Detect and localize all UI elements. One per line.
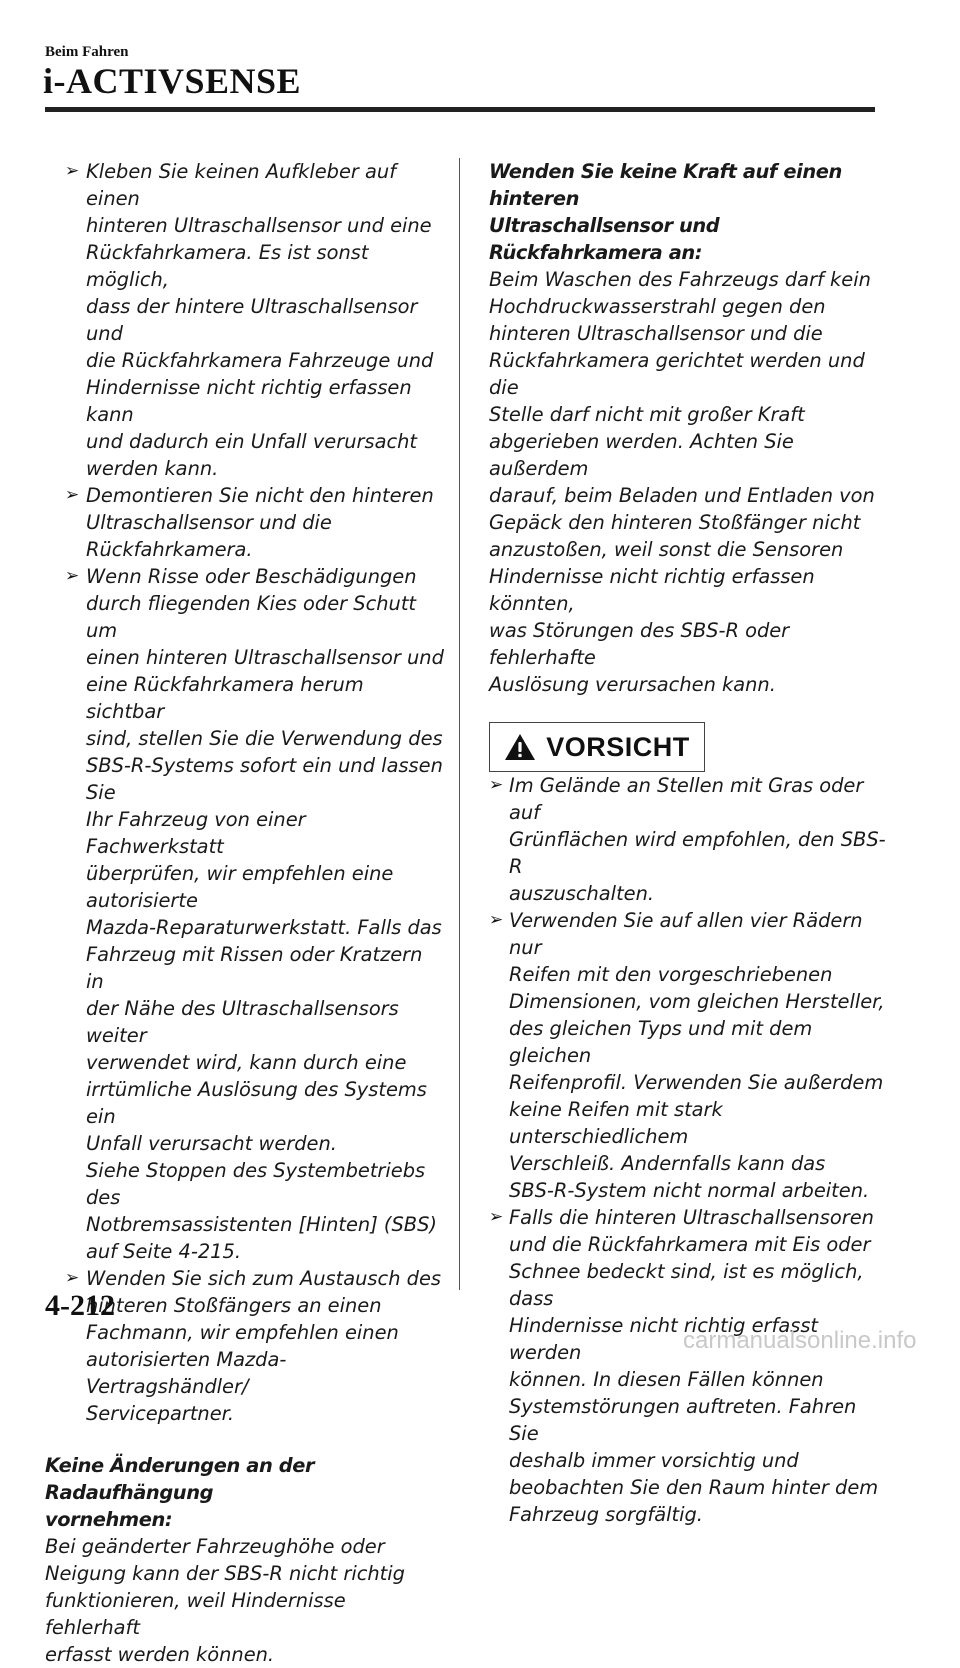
- warning-triangle-icon: [504, 733, 536, 761]
- page-title: i-ACTIVSENSE: [43, 61, 302, 101]
- list-item: [489, 907, 889, 1204]
- left-bullet-list: [45, 158, 445, 1427]
- arrow-bullet-icon: ➢: [65, 485, 80, 505]
- column-divider: [459, 158, 460, 1290]
- page-number: 4-212: [45, 1289, 115, 1322]
- list-item-text: Im Gelände an Stellen mit Gras oder auf Grünflächen wird empfohlen, den SBS-R auszuschalten.: [509, 774, 886, 905]
- list-item-text: Kleben Sie keinen Aufkleber auf einen hinteren Ultraschallsensor und eine Rückfahrkamera. Es ist sonst möglich, dass der hintere Ultraschallsensor und die Rückfahrkamera Fahrzeuge und Hindernisse nicht richtig erfassen kann und dadurch ein Unfall verursacht werden kann.: [86, 160, 434, 480]
- watermark: carmanualsonline.info: [683, 1327, 917, 1354]
- list-item: [489, 772, 889, 907]
- caution-label: VORSICHT: [546, 731, 690, 762]
- suspension-paragraph: Bei geänderter Fahrzeughöhe oder Neigung kann der SBS-R nicht richtig funktionieren, weil Hindernisse fehlerhaft erfasst werden können.: [45, 1535, 405, 1666]
- arrow-bullet-icon: ➢: [65, 566, 80, 586]
- list-item: [45, 482, 445, 563]
- caution-box: [489, 722, 705, 772]
- section-label: Beim Fahren: [45, 44, 129, 60]
- right-column: [489, 158, 889, 1528]
- list-item: [45, 563, 445, 1265]
- arrow-bullet-icon: ➢: [489, 910, 504, 930]
- list-item-text: Demontieren Sie nicht den hinteren Ultraschallsensor und die Rückfahrkamera.: [86, 484, 434, 561]
- header-divider: [45, 107, 875, 112]
- list-item-text: Wenn Risse oder Beschädigungen durch fliegenden Kies oder Schutt um einen hinteren Ultraschallsensor und eine Rückfahrkamera herum sichtbar sind, stellen Sie die Verwendung des SBS-R-Systems sofort ein und lassen Sie Ihr Fahrzeug von einer Fachwerkstatt überprüfen, wir empfehlen eine autorisierte Mazda-Reparaturwerkstatt. Falls das Fahrzeug mit Rissen oder Kratzern in der Nähe des Ultraschallsensors weiter verwendet wird, kann durch eine irrtümliche Auslösung des Systems ein Unfall verursacht werden. Siehe Stoppen des Systembetriebs des Notbremsassistenten [Hinten] (SBS) auf Seite 4-215.: [86, 565, 444, 1263]
- left-column: [45, 158, 445, 1668]
- list-item: [45, 158, 445, 482]
- list-item: [489, 1204, 889, 1528]
- force-heading: Wenden Sie keine Kraft auf einen hinteren Ultraschallsensor und Rückfahrkamera an:: [489, 160, 842, 264]
- list-item-text: Falls die hinteren Ultraschallsensoren und die Rückfahrkamera mit Eis oder Schnee bedeckt sind, ist es möglich, dass Hindernisse nicht richtig erfasst werden können. In diesen Fällen können Systemstörungen auftreten. Fahren Sie deshalb immer vorsichtig und beobachten Sie den Raum hinter dem Fahrzeug sorgfältig.: [509, 1206, 879, 1526]
- list-item-text: Wenden Sie sich zum Austausch des hinteren Stoßfängers an einen Fachmann, wir empfehlen einen autorisierten Mazda-Vertragshändler/ Servicepartner.: [86, 1267, 441, 1425]
- arrow-bullet-icon: ➢: [489, 1207, 504, 1227]
- suspension-heading: Keine Änderungen an der Radaufhängung vornehmen:: [45, 1454, 315, 1531]
- right-bullet-list: [489, 772, 889, 1528]
- arrow-bullet-icon: ➢: [65, 1268, 80, 1288]
- arrow-bullet-icon: ➢: [489, 775, 504, 795]
- arrow-bullet-icon: ➢: [65, 161, 80, 181]
- force-paragraph: Beim Waschen des Fahrzeugs darf kein Hochdruckwasserstrahl gegen den hinteren Ultraschallsensor und die Rückfahrkamera gerichtet werden und die Stelle darf nicht mit großer Kraft abgerieben werden. Achten Sie außerdem darauf, beim Beladen und Entladen von Gepäck den hinteren Stoßfänger nicht anzustoßen, weil sonst die Sensoren Hindernisse nicht richtig erfassen könnten, was Störungen des SBS-R oder fehlerhafte Auslösung verursachen kann.: [489, 268, 875, 696]
- list-item-text: Verwenden Sie auf allen vier Rädern nur Reifen mit den vorgeschriebenen Dimensionen, vom gleichen Hersteller, des gleichen Typs und mit dem gleichen Reifenprofil. Verwenden Sie außerdem keine Reifen mit stark unterschiedlichem Verschleiß. Andernfalls kann das SBS-R-System nicht normal arbeiten.: [509, 909, 885, 1202]
